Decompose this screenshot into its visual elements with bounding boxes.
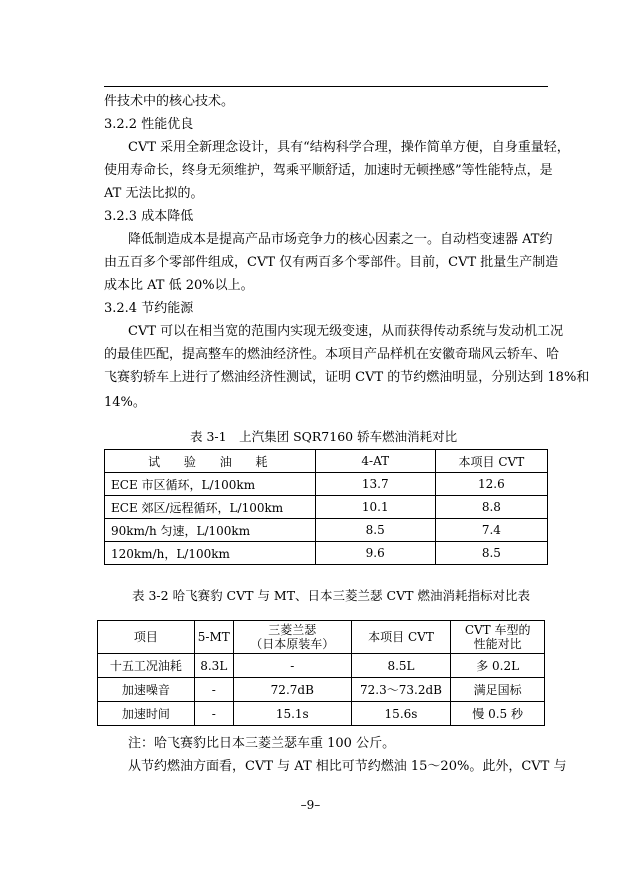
table-cell: 满足国标 (451, 678, 545, 702)
table-header-cell: 本项目 CVT (435, 450, 547, 473)
header-line: CVT 车型的 (464, 623, 531, 637)
section-heading-3-2-4: 3.2.4 节约能源 (104, 301, 194, 316)
table-cell: 8.8 (435, 496, 547, 519)
table-cell: 8.5 (315, 519, 435, 542)
body-line: 降低制造成本是提高产品市场竞争力的核心因素之一。自动档变速器 AT约 (128, 232, 553, 247)
table-cell: 10.1 (315, 496, 435, 519)
table-cell: 慢 0.5 秒 (451, 702, 545, 726)
table-cell: - (194, 678, 233, 702)
table-cell: 7.4 (435, 519, 547, 542)
fuel-consumption-table (104, 449, 548, 565)
body-line: 14%。 (104, 395, 146, 410)
body-line: 件技术中的核心技术。 (104, 94, 235, 109)
table-cell: 72.3～73.2dB (351, 678, 451, 702)
table-cell: 72.7dB (233, 678, 351, 702)
table-2-caption: 表 3-2 哈飞赛豹 CVT 与 MT、日本三菱兰瑟 CVT 燃油消耗指标对比表 (132, 588, 530, 603)
table-cell: 15.6s (351, 702, 451, 726)
table-row (98, 702, 545, 726)
body-line: 从节约燃油方面看，CVT 与 AT 相比可节约燃油 15～20%。此外，CVT 与 (128, 759, 567, 774)
body-line: 的最佳匹配，提高整车的燃油经济性。本项目产品样机在安徽奇瑞风云轿车、哈 (104, 347, 560, 362)
table-cell: 8.5 (435, 542, 547, 565)
body-line: 成本比 AT 低 20%以上。 (104, 278, 254, 293)
table-cell: 十五工况油耗 (98, 654, 195, 678)
table-header-cell: 本项目 CVT (351, 621, 451, 654)
body-line: 使用寿命长，终身无须维护，驾乘平顺舒适，加速时无顿挫感”等性能特点，是 (104, 163, 553, 178)
table-cell: - (194, 702, 233, 726)
table-header-row (98, 621, 545, 654)
table-row (105, 519, 548, 542)
table-header-cell: 项目 (98, 621, 195, 654)
body-line: CVT 采用全新理念设计，具有“结构科学合理，操作简单方便，自身重量轻， (128, 140, 570, 155)
header-rule (104, 86, 548, 87)
table-cell: 12.6 (435, 473, 547, 496)
table-cell: 加速噪音 (98, 678, 195, 702)
table-cell: 多 0.2L (451, 654, 545, 678)
header-line: 性能对比 (473, 637, 522, 651)
table-header-row (105, 450, 548, 473)
table-header-cell: 4-AT (315, 450, 435, 473)
table-cell: 15.1s (233, 702, 351, 726)
table-cell: - (233, 654, 351, 678)
table-cell: 120km/h，L/100km (105, 542, 316, 565)
header-line: （日本原装车） (250, 637, 335, 651)
table-row (105, 473, 548, 496)
table-row (105, 496, 548, 519)
table-cell: ECE 市区循环，L/100km (105, 473, 316, 496)
table-note: 注：哈飞赛豹比日本三菱兰瑟车重 100 公斤。 (128, 736, 396, 751)
table-row (98, 678, 545, 702)
table-header-cell (233, 621, 351, 654)
body-line: 由五百多个零部件组成，CVT 仅有两百多个零部件。目前，CVT 批量生产制造 (104, 255, 559, 270)
section-heading-3-2-3: 3.2.3 成本降低 (104, 209, 194, 224)
header-line: 三菱兰瑟 (268, 623, 317, 637)
body-line: AT 无法比拟的。 (104, 186, 204, 201)
table-cell: 13.7 (315, 473, 435, 496)
page-number: –9– (300, 798, 321, 812)
table-cell: ECE 郊区/远程循环，L/100km (105, 496, 316, 519)
table-cell: 加速时间 (98, 702, 195, 726)
table-header-cell (451, 621, 545, 654)
table-header-cell: 试 验 油 耗 (105, 450, 316, 473)
body-line: CVT 可以在相当宽的范围内实现无级变速，从而获得传动系统与发动机工况 (128, 324, 564, 339)
body-line: 飞赛豹轿车上进行了燃油经济性测试，证明 CVT 的节约燃油明显，分别达到 18%和 (104, 370, 590, 385)
table-cell: 9.6 (315, 542, 435, 565)
table-row (98, 654, 545, 678)
table-row (105, 542, 548, 565)
table-cell: 8.5L (351, 654, 451, 678)
table-cell: 8.3L (194, 654, 233, 678)
section-heading-3-2-2: 3.2.2 性能优良 (104, 117, 194, 132)
table-header-cell: 5-MT (194, 621, 233, 654)
table-1-caption: 表 3-1 上汽集团 SQR7160 轿车燃油消耗对比 (190, 429, 458, 444)
table-cell: 90km/h 匀速，L/100km (105, 519, 316, 542)
comparison-table (97, 620, 545, 726)
